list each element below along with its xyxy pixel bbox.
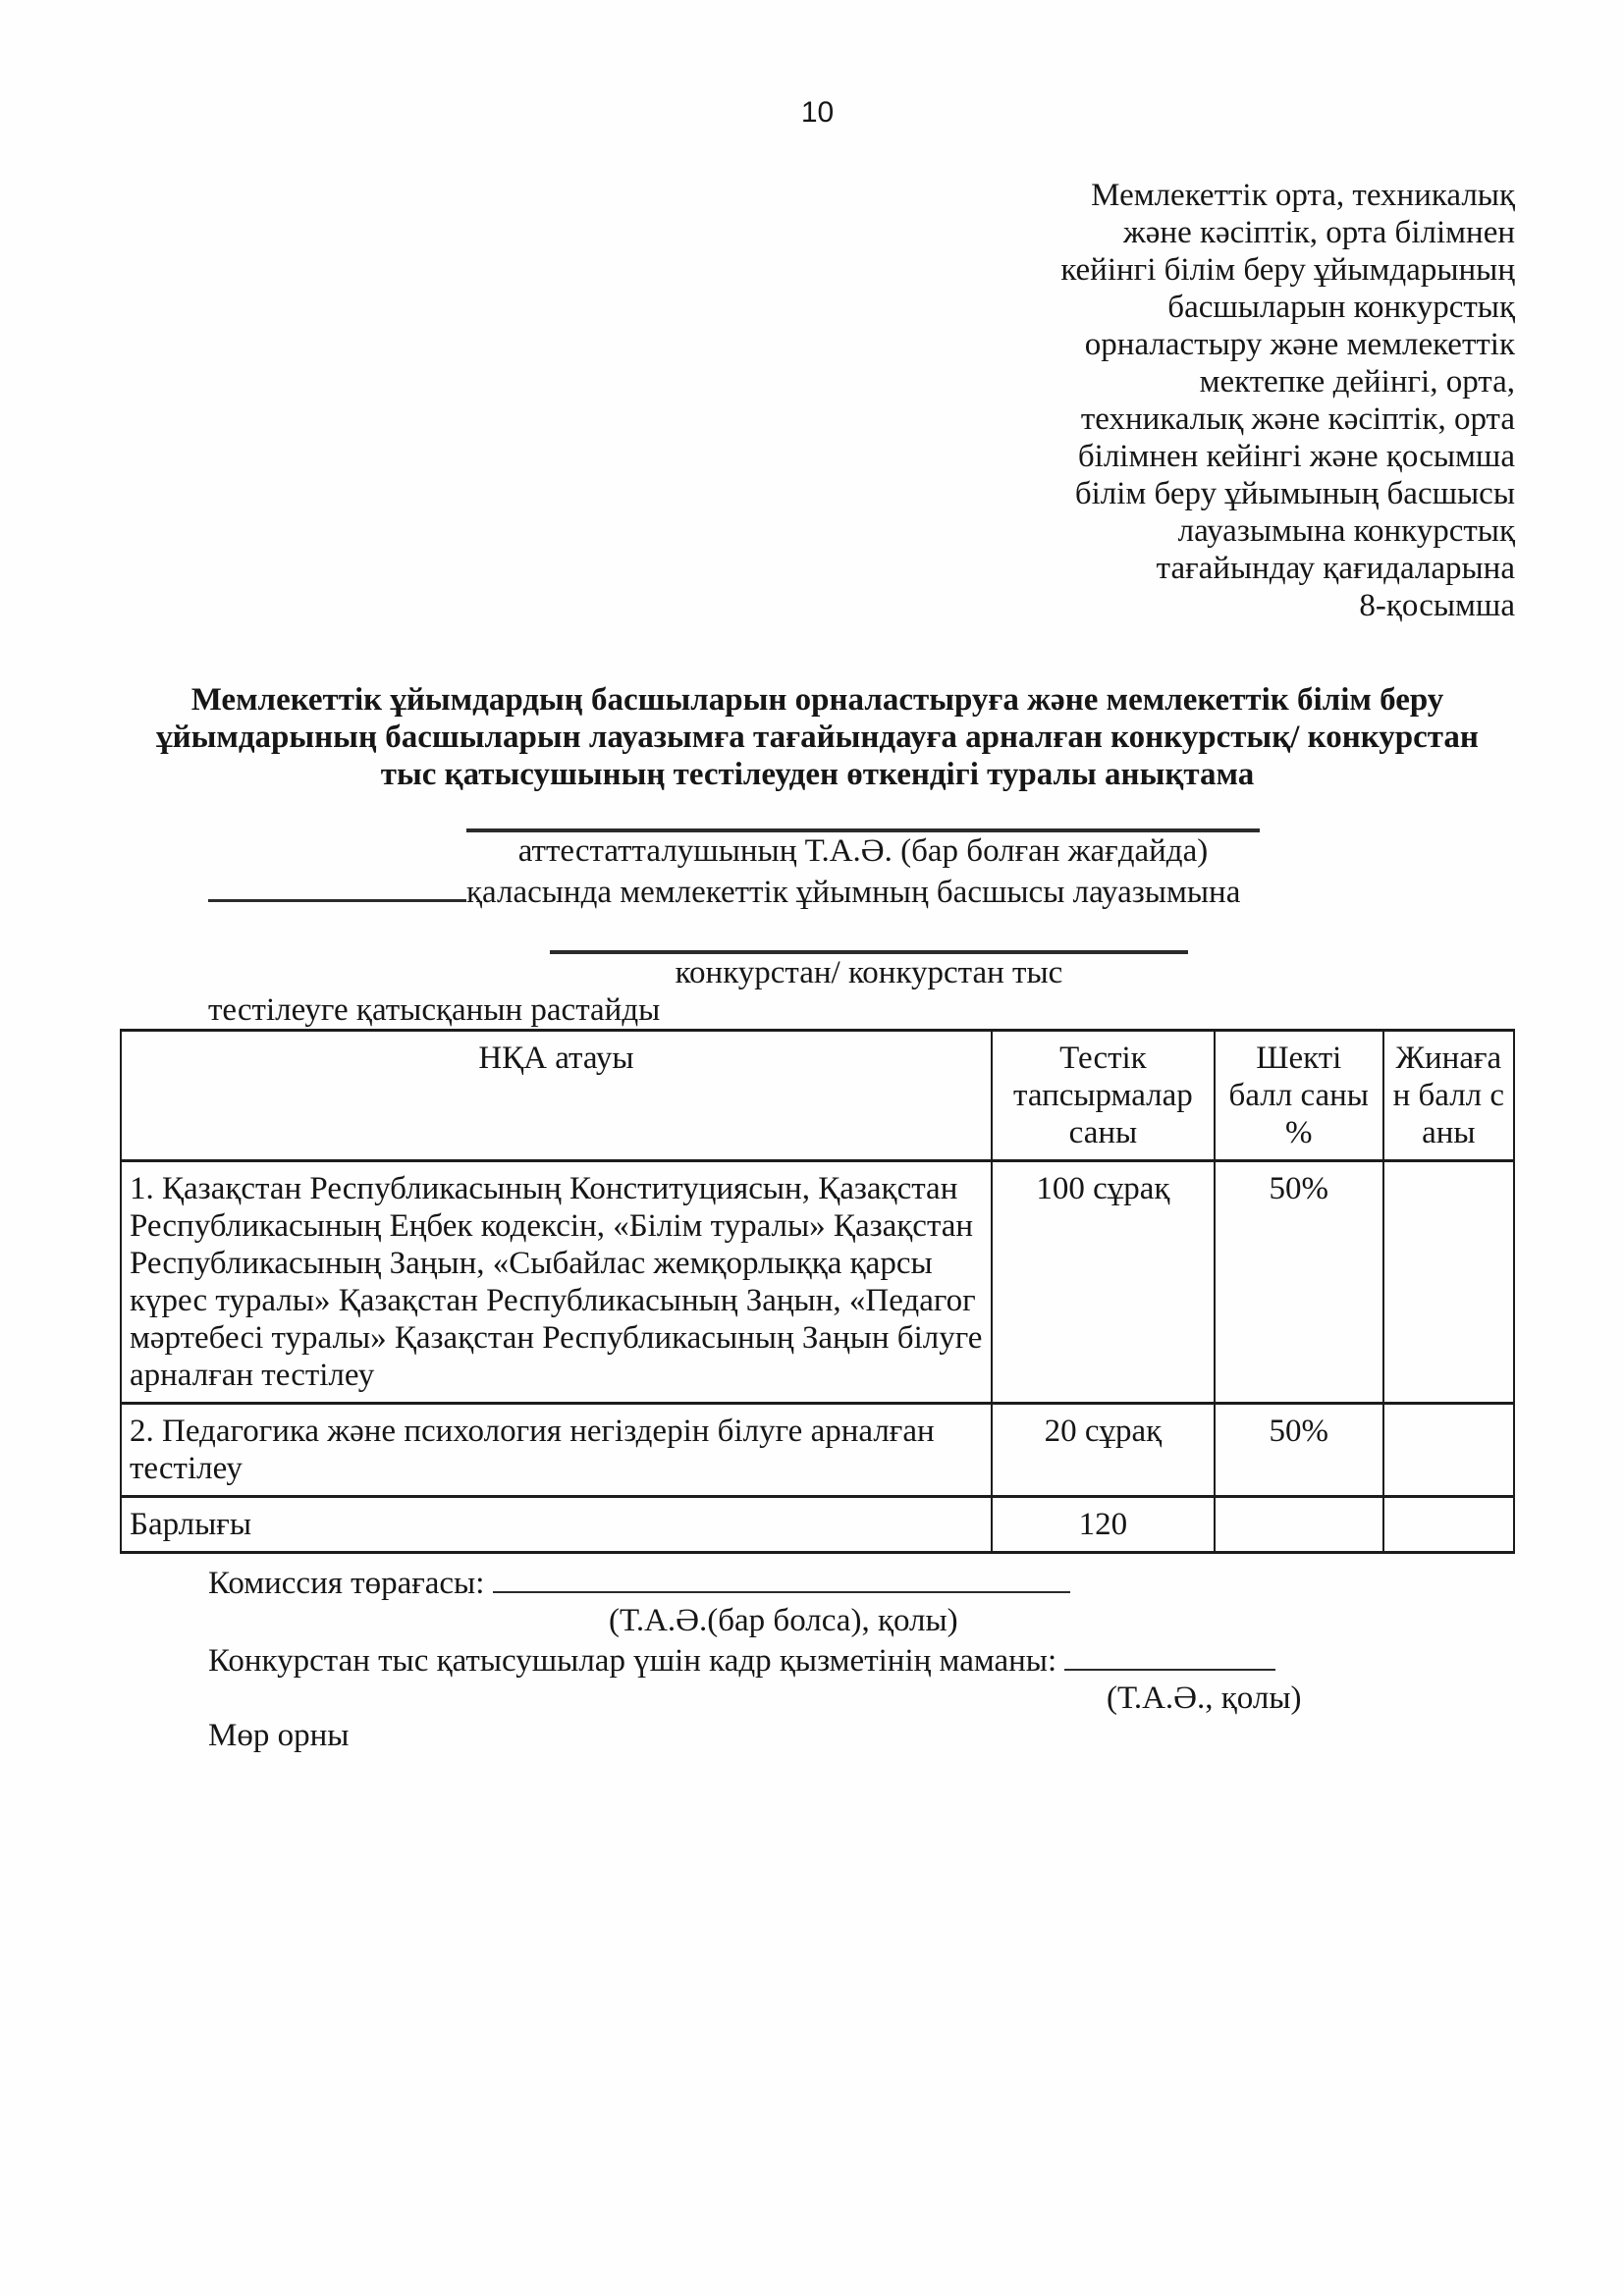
cell-tasks: 20 сұрақ bbox=[992, 1404, 1215, 1497]
appendix-note-line: Мемлекеттік орта, техникалық bbox=[1091, 178, 1515, 213]
appendix-note-line: басшыларын конкурстық bbox=[1167, 290, 1515, 325]
appendix-note-line: лауазымына конкурстық bbox=[1177, 513, 1515, 549]
chairman-signature-caption: (Т.А.Ә.(бар болса), қолы) bbox=[609, 1603, 958, 1638]
header-cell-threshold: Шекті балл саны % bbox=[1215, 1031, 1383, 1161]
cell-threshold: 50% bbox=[1215, 1404, 1383, 1497]
cell-score bbox=[1383, 1161, 1514, 1404]
specialist-label: Конкурстан тыс қатысушылар үшін кадр қызметінің маманы: bbox=[208, 1643, 1057, 1679]
appendix-note bbox=[955, 177, 1515, 624]
signature-block bbox=[120, 1562, 1515, 1754]
appendix-note-line: техникалық және кәсіптік, орта bbox=[1080, 401, 1515, 437]
city-line bbox=[208, 870, 1515, 911]
cell-threshold: 50% bbox=[1215, 1161, 1383, 1404]
table-row-total bbox=[121, 1497, 1514, 1553]
chairman-signature-row bbox=[208, 1562, 1515, 1602]
confirmation-text: тестілеуге қатысқанын растайды bbox=[208, 992, 661, 1028]
attestee-caption: аттестатталушының Т.А.Ә. (бар болған жағдайда) bbox=[517, 833, 1209, 869]
specialist-signature-caption: (Т.А.Ә., қолы) bbox=[1107, 1681, 1302, 1716]
header-cell-score: Жинаған балл саны bbox=[1383, 1031, 1514, 1161]
header-cell-nqa: НҚА атауы bbox=[121, 1031, 992, 1161]
chairman-label: Комиссия төрағасы: bbox=[208, 1566, 485, 1601]
document-title bbox=[120, 681, 1515, 793]
contest-caption: конкурстан/ конкурстан тыс bbox=[675, 955, 1063, 990]
document-title-line: ұйымдарының басшыларын лауазымға тағайындауға арналған конкурстық/ конкурстан bbox=[156, 720, 1479, 755]
chairman-signature-blank bbox=[493, 1562, 1070, 1593]
appendix-note-line: білімнен кейінгі және қосымша bbox=[1077, 439, 1515, 474]
appendix-note-line: 8-қосымша bbox=[1359, 588, 1515, 623]
appendix-note-line: орналастыру және мемлекеттік bbox=[1084, 327, 1515, 362]
document-title-line: тыс қатысушының тестілеуден өткендігі туралы анықтама bbox=[380, 757, 1255, 792]
specialist-signature-blank bbox=[1064, 1639, 1275, 1671]
cell-score bbox=[1383, 1497, 1514, 1553]
specialist-signature-row bbox=[208, 1639, 1515, 1680]
appendix-note-line: білім беру ұйымының басшысы bbox=[1074, 476, 1515, 511]
city-line-text: қаласында мемлекеттік ұйымның басшысы лауазымына bbox=[466, 875, 1241, 910]
stamp-place-label: Мөр орны bbox=[208, 1718, 350, 1753]
document-title-line: Мемлекеттік ұйымдардың басшыларын орналастыруға және мемлекеттік білім беру bbox=[190, 682, 1444, 718]
header-cell-tasks: Тестік тапсырмалар саны bbox=[992, 1031, 1215, 1161]
cell-name: 1. Қазақстан Республикасының Конституциясын, Қазақстан Республикасының Еңбек кодексін, «Білім туралы» Қазақстан Республикасының Заңын, «Сыбайлас жемқорлыққа қарсы күрес туралы» Қазақстан Республикасының Заңын, «Педагог мәртебесі туралы» Қазақстан Республикасының Заңын білуге арналған тестілеу bbox=[121, 1161, 992, 1404]
results-table bbox=[120, 1029, 1515, 1554]
page-number: 10 bbox=[800, 96, 835, 129]
cell-tasks: 100 сұрақ bbox=[992, 1161, 1215, 1404]
cell-name: Барлығы bbox=[121, 1497, 992, 1553]
cell-score bbox=[1383, 1404, 1514, 1497]
city-blank-line bbox=[208, 870, 466, 902]
appendix-note-line: және кәсіптік, орта білімнен bbox=[1122, 215, 1515, 250]
table-row bbox=[121, 1404, 1514, 1497]
cell-threshold bbox=[1215, 1497, 1383, 1553]
appendix-note-line: мектепке дейінгі, орта, bbox=[1199, 364, 1515, 400]
table-row bbox=[121, 1161, 1514, 1404]
table-header-row bbox=[121, 1031, 1514, 1161]
cell-name: 2. Педагогика және психология негіздерін білуге арналған тестілеу bbox=[121, 1404, 992, 1497]
appendix-note-line: тағайындау қағидаларына bbox=[1156, 551, 1515, 586]
cell-tasks: 120 bbox=[992, 1497, 1215, 1553]
appendix-note-line: кейінгі білім беру ұйымдарының bbox=[1060, 252, 1515, 288]
